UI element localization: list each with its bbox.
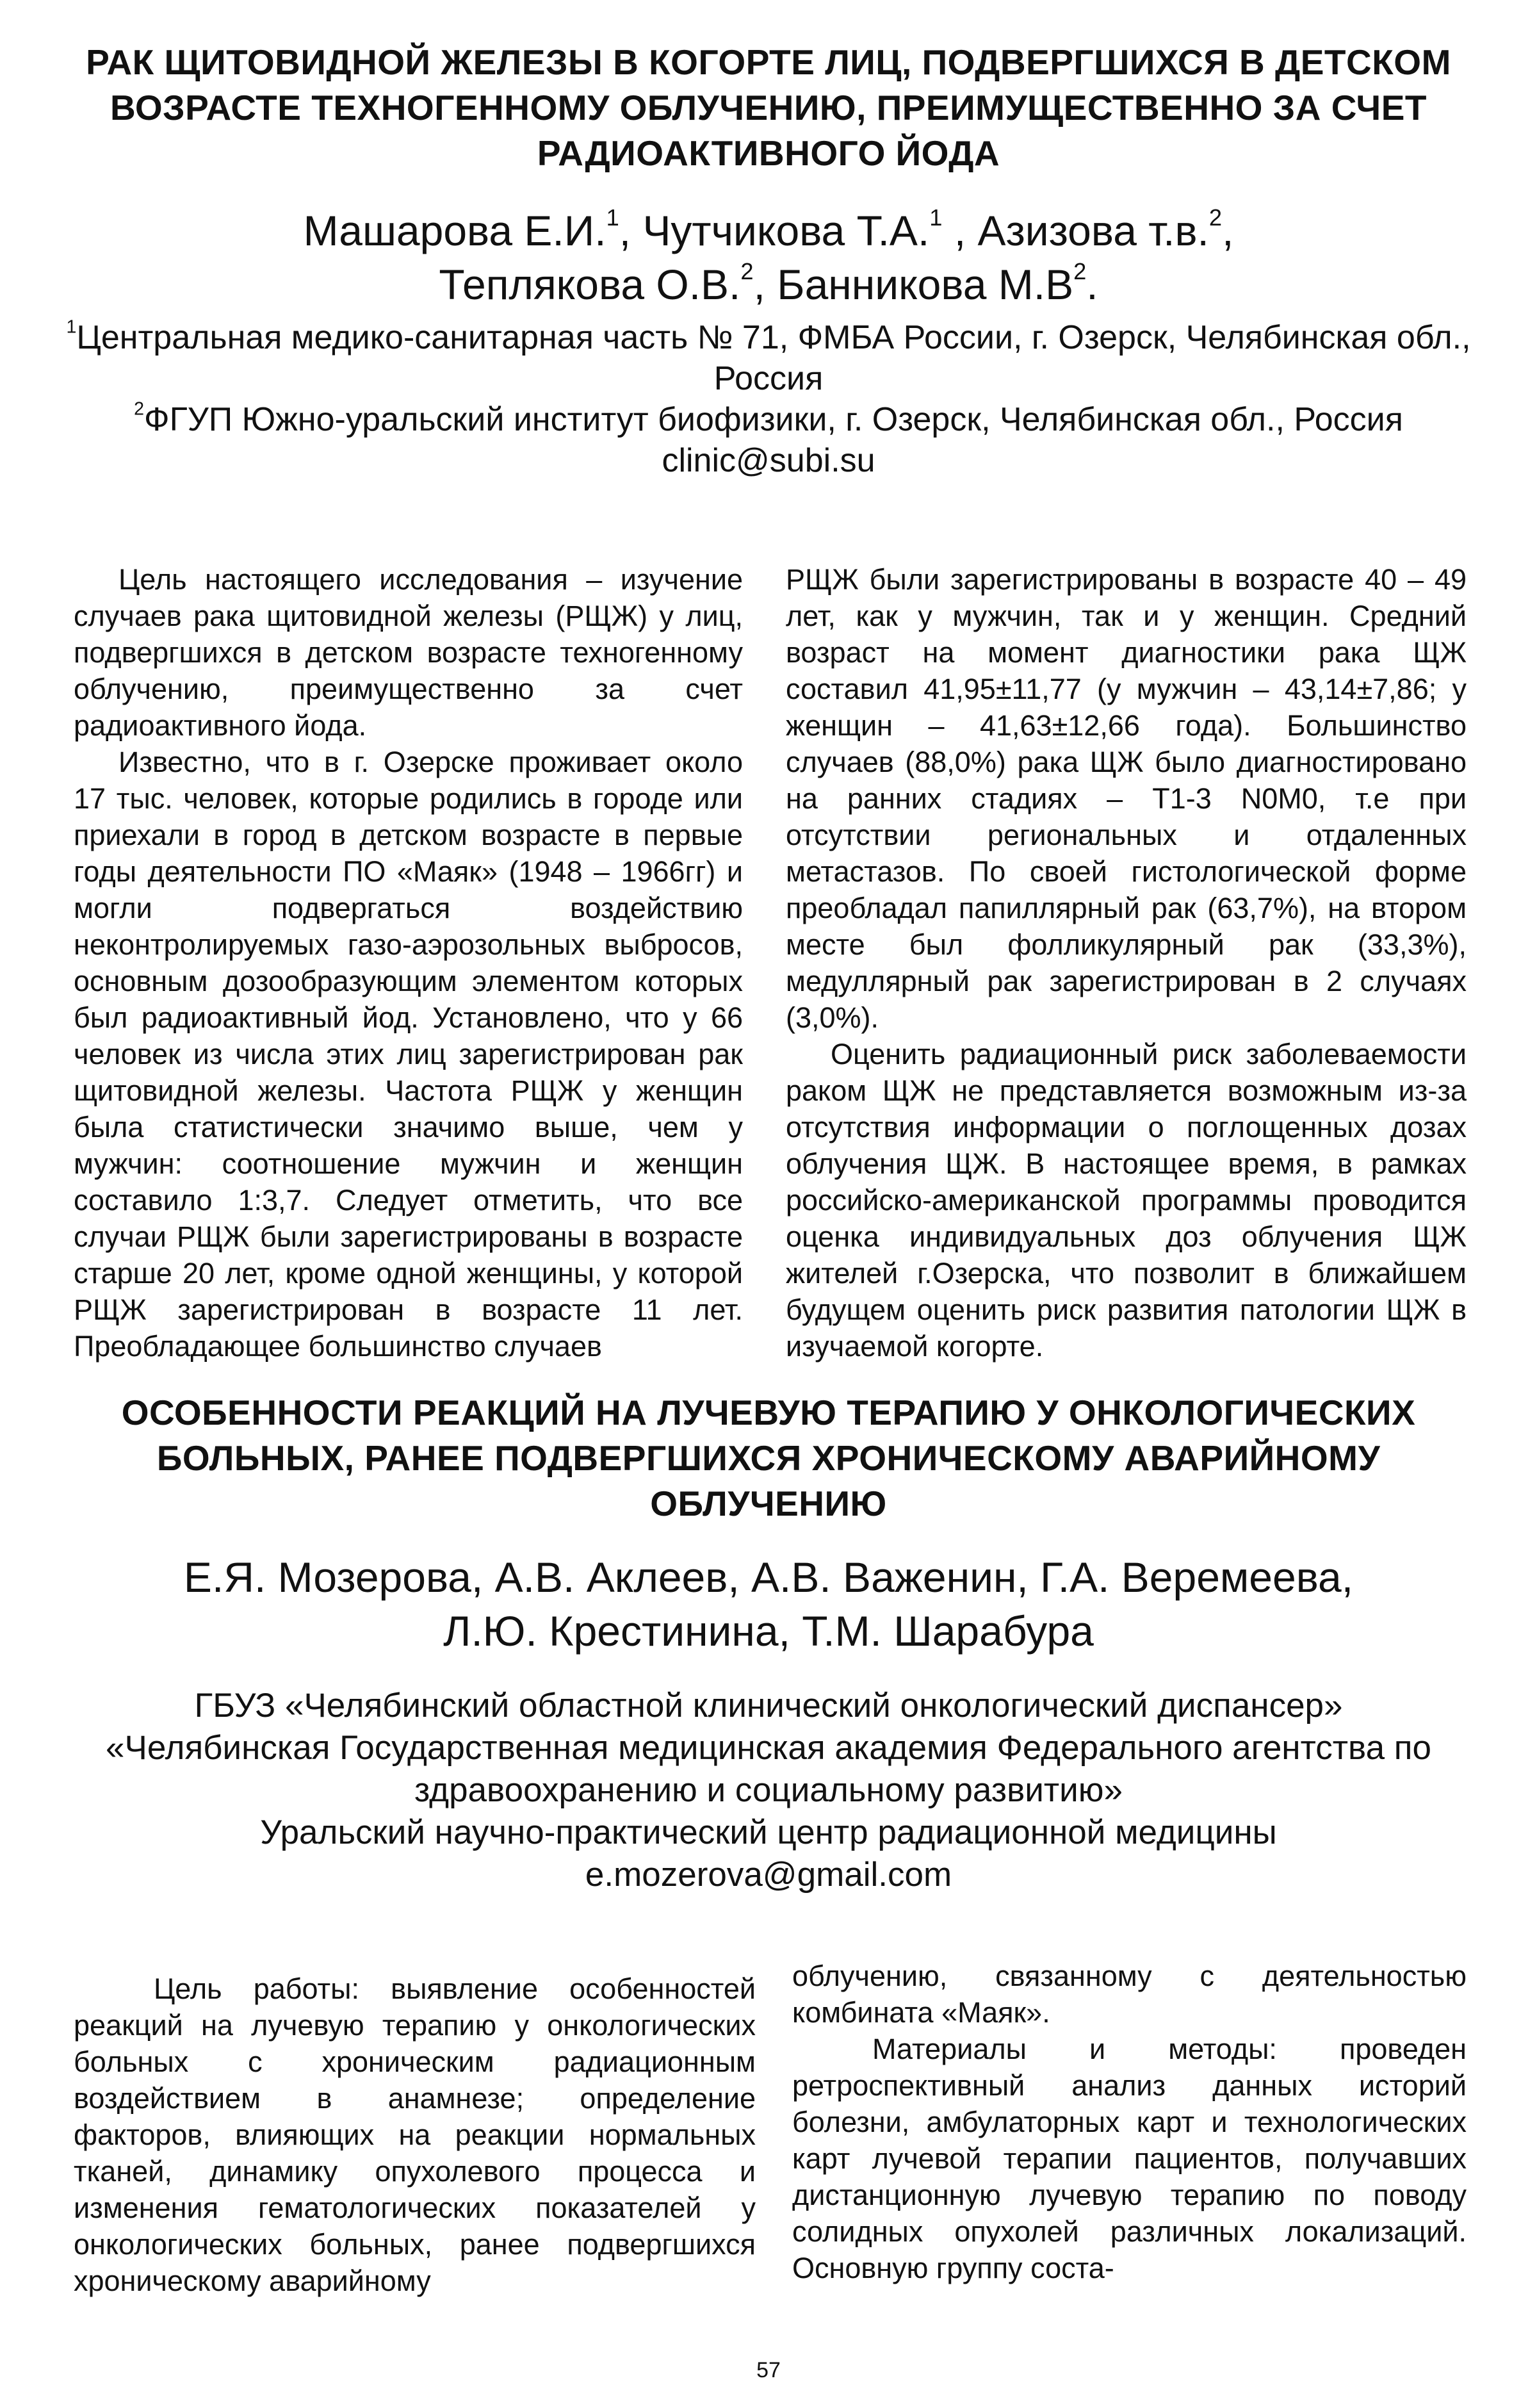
- article2-paragraph: Материалы и методы: проведен ретроспективный анализ данных историй болезни, амбулаторных карт и технологических карт лучевой терапии пациентов, получавших дистанционную лучевую терапию по поводу солидных опухолей различных локализаций. Основную группу соста-: [792, 2033, 1467, 2284]
- author-bannikova: Банникова $М.В^2$.: [777, 258, 1098, 308]
- article1-left-column: [74, 561, 743, 1364]
- affiliation-1: $^1$Центральная медико-санитарная часть № 71, ФМБА России, г. Озерск, Челябинская обл., Россия: [66, 316, 1471, 397]
- article1-paragraph: Цель настоящего исследования – изучение случаев рака щитовидной железы (РЩЖ) у лиц, подвергшихся в детском возрасте техногенному облучению, преимущественно за счет радиоактивного йода.: [74, 563, 743, 742]
- article2-title: ОСОБЕННОСТИ РЕАКЦИЙ НА ЛУЧЕВУЮ ТЕРАПИЮ У ОНКОЛОГИЧЕСКИХ БОЛЬНЫХ, РАНЕЕ ПОДВЕРГШИХСЯ ХРОНИЧЕСКОМУ АВАРИЙНОМУ ОБЛУЧЕНИЮ: [121, 1393, 1416, 1523]
- article2-affiliations: [64, 1685, 1473, 1896]
- author-teplyakova: Теплякова О.В.$^2$,: [439, 258, 777, 308]
- article2-right-column: [792, 1958, 1467, 2286]
- article1-email: clinic@subi.su: [662, 442, 875, 479]
- author-chutchikova: Чутчикова Т.А.$^1$ ,: [642, 204, 978, 254]
- author-masharova: Машарова Е.И.$^1$,: [303, 204, 643, 254]
- affiliation-2: $^2$ФГУП Южно-уральский институт биофизики, г. Озерск, Челябинская обл., Россия: [134, 398, 1403, 438]
- article2-left-column: [74, 1970, 756, 2299]
- article1-affiliations: [64, 317, 1473, 481]
- article2-affiliation: «Челябинская Государственная медицинская академия Федерального агентства по здравоохранению и социальному развитию»: [106, 1729, 1431, 1809]
- article2-authors-line1: Е.Я. Мозерова, А.В. Аклеев, А.В. Важенин, Г.А. Веремеева,: [183, 1553, 1354, 1601]
- article1-paragraph: Оценить радиационный риск заболеваемости раком ЩЖ не представляется возможным из-за отсутствия информации о поглощенных дозах облучения ЩЖ. В настоящее время, в рамках российско-американской программы проводится оценка индивидуальных доз облучения ЩЖ жителей г.Озерска, что позволит в ближайшем будущем оценить риск развития патологии ЩЖ в изучаемой когорте.: [786, 1038, 1467, 1363]
- article2-email: e.mozerova@gmail.com: [585, 1856, 952, 1894]
- article1-authors: [51, 204, 1486, 311]
- article1-paragraph: Известно, что в г. Озерске проживает около 17 тыс. человек, которые родились в городе или приехали в город в детском возрасте в первые годы деятельности ПО «Маяк» (1948 – 1966гг) и могли подвергаться воздействию неконтролируемых газо-аэрозольных выбросов, основным дозообразующим элементом которых был радиоактивный йод. Установлено, что у 66 человек из числа этих лиц зарегистрирован рак щитовидной железы. Частота РЩЖ у женщин была статистически значимо выше, чем у мужчин: соотношение мужчин и женщин составило 1:3,7. Следует отметить, что все случаи РЩЖ были зарегистрированы в возрасте старше 20 лет, кроме одной женщины, у которой РЩЖ зарегистрирован в возрасте 11 лет. Преобладающее большинство случаев: [74, 746, 743, 1363]
- page-number: 57: [756, 2358, 781, 2382]
- article1-title: РАК ЩИТОВИДНОЙ ЖЕЛЕЗЫ В КОГОРТЕ ЛИЦ, ПОДВЕРГШИХСЯ В ДЕТСКОМ ВОЗРАСТЕ ТЕХНОГЕННОМУ ОБЛУЧЕНИЮ, ПРЕИМУЩЕСТВЕННО ЗА СЧЕТ РАДИОАКТИВНОГО ЙОДА: [86, 42, 1451, 173]
- article1-paragraph: РЩЖ были зарегистрированы в возрасте 40 – 49 лет, как у мужчин, так и у женщин. Средний возраст на момент диагностики рака ЩЖ составил 41,95±11,77 (у мужчин – 43,14±7,86; у женщин – 41,63±12,66 года). Большинство случаев (88,0%) рака ЩЖ было диагностировано на ранних стадиях – Т1-3 N0M0, т.е при отсутствии региональных и отдаленных метастазов. По своей гистологической форме преобладал папиллярный рак (63,7%), на втором месте был фолликулярный рак (33,3%), медуллярный рак зарегистрирован в 2 случаях (3,0%).: [786, 563, 1467, 1034]
- article2-paragraph: Цель работы: выявление особенностей реакций на лучевую терапию у онкологических больных с хроническим радиационным воздействием в анамнезе; определение факторов, влияющих на реакции нормальных тканей, динамику опухолевого процесса и изменения гематологических показателей у онкологических больных, ранее подвергшихся хроническому аварийному: [74, 1972, 756, 2297]
- article1-right-column: [786, 561, 1467, 1364]
- article2-affiliation: Уральский научно-практический центр радиационной медицины: [260, 1814, 1277, 1851]
- article2-authors: [51, 1550, 1486, 1658]
- article2-paragraph: облучению, связанному с деятельностью комбината «Маяк».: [792, 1960, 1467, 2029]
- author-azizova: Азизова т.в.$^2$,: [977, 204, 1234, 254]
- article2-affiliation: ГБУЗ «Челябинский областной клинический онкологический диспансер»: [194, 1687, 1343, 1724]
- article2-authors-line2: Л.Ю. Крестинина, Т.М. Шарабура: [443, 1607, 1094, 1655]
